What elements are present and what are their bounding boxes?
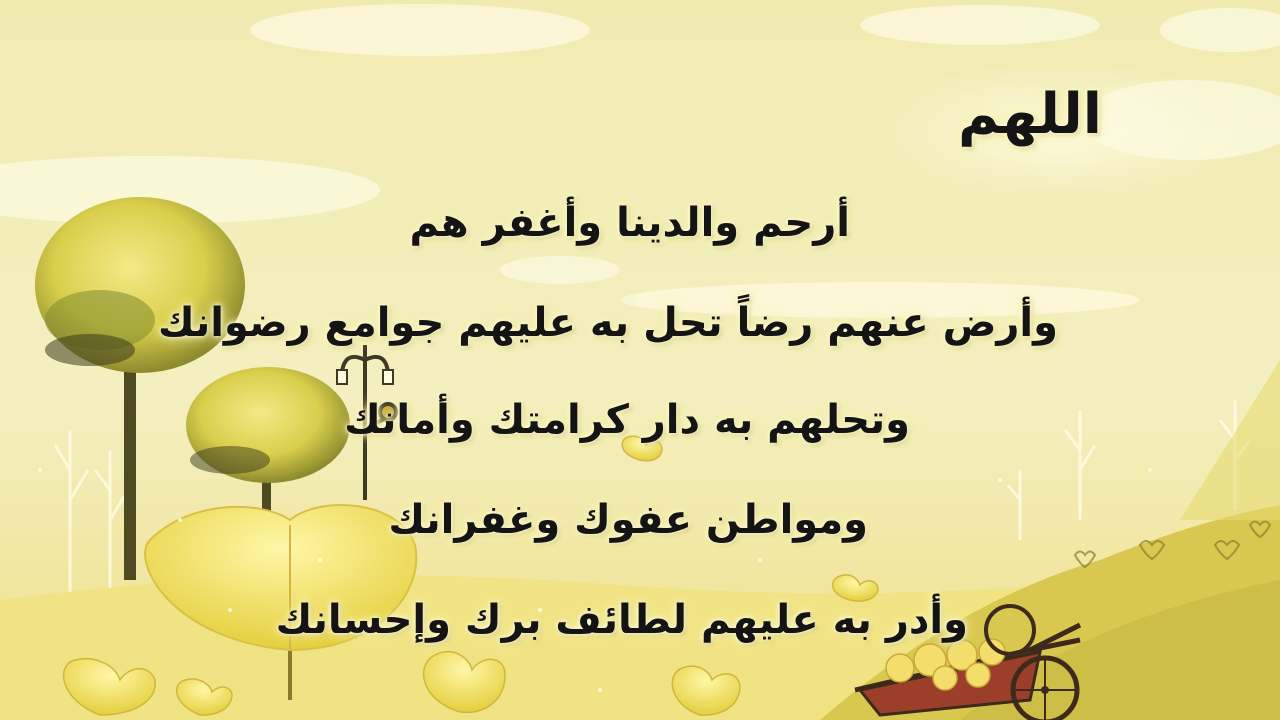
prayer-line-1: أرحم والدينا وأغفر هم — [409, 200, 850, 246]
prayer-line-4: ومواطن عفوك وغفرانك — [388, 497, 868, 543]
prayer-line-3: وتحلهم به دار كرامتك وأمانك — [344, 397, 910, 443]
prayer-line-2: وأرض عنهم رضاً تحل به عليهم جوامع رضوانك — [157, 300, 1058, 346]
prayer-title: اللهم — [958, 82, 1102, 147]
prayer-line-5: وأدر به عليهم لطائف برك وإحسانك — [275, 597, 968, 643]
